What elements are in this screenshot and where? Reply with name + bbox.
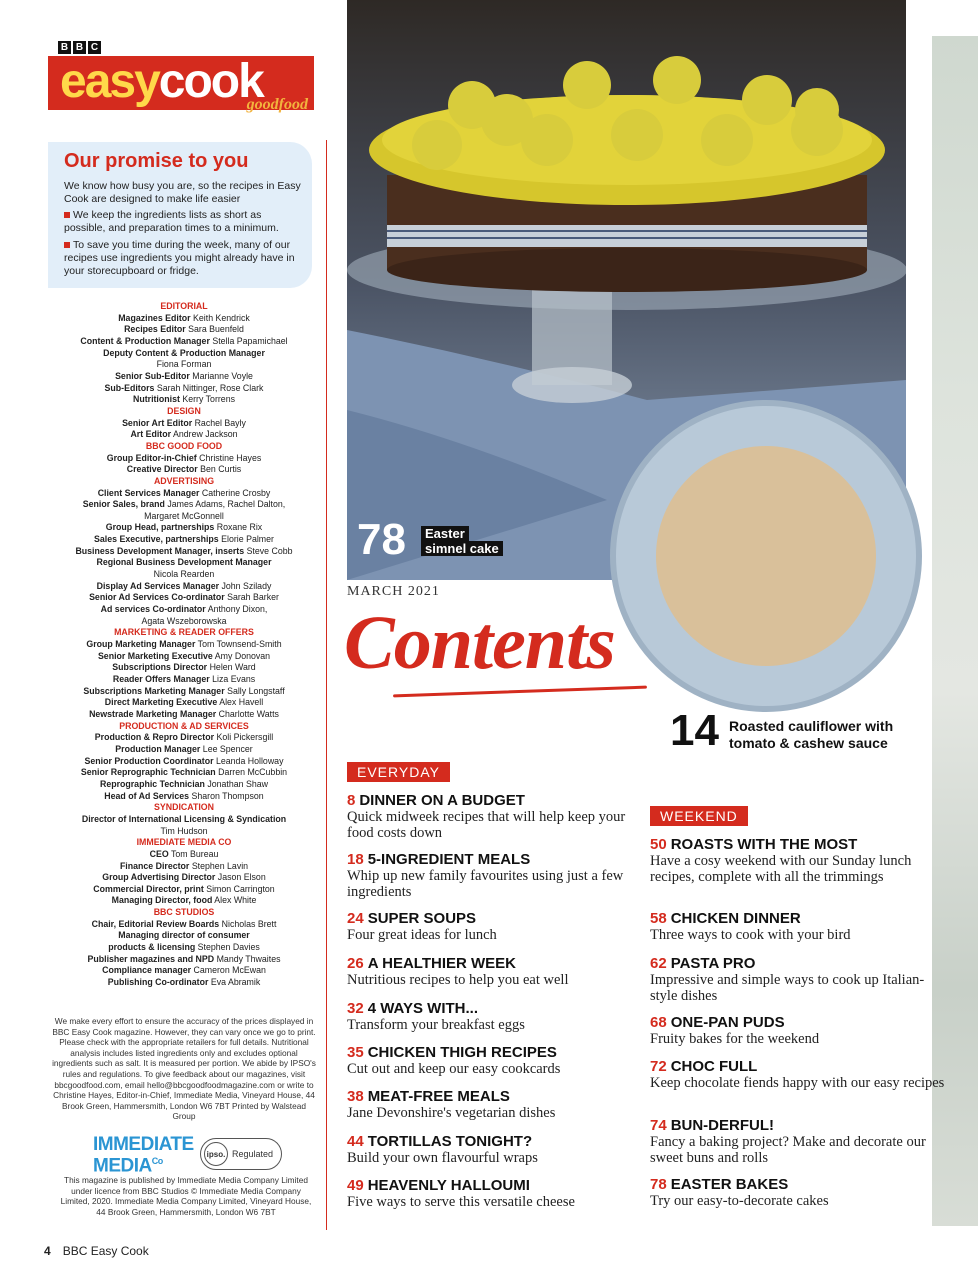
bullet-square-icon xyxy=(64,212,70,218)
entry-heading: MEAT-FREE MEALS xyxy=(367,1088,510,1105)
entry-heading: 4 WAYS WITH... xyxy=(367,1000,478,1017)
credit-line xyxy=(40,756,328,768)
entry-heading: ONE-PAN PUDS xyxy=(670,1014,785,1031)
entry-heading: SUPER SOUPS xyxy=(367,910,477,927)
entry-heading: DINNER ON A BUDGET xyxy=(359,792,525,809)
entry-description: Nutritious recipes to help you eat well xyxy=(347,972,569,988)
entry-page-number: 26 xyxy=(347,955,364,972)
credit-line xyxy=(40,348,328,360)
footer-title: BBC Easy Cook xyxy=(62,1244,149,1258)
section-label-everyday: EVERYDAY xyxy=(347,762,450,782)
credit-name: Sarah Barker xyxy=(227,592,279,603)
disclaimer: We make every effort to ensure the accuracy of the prices displayed in BBC Easy Cook magazine. However, they can vary once we go to print. Please check with the appropriate retailers for full details. Nutritional analysis includes listed ingredients only and excludes optional ingredients such as salt. It is measured per portion. We abide by IPSO's rules and regulations. To give feedback about our magazines, visit bbcgoodfood.com, email hello@bbcgoodfoodmagazine.com or write to Christine Hayes, Editor-in-Chief, Immediate Media, Vineyard House, 44 Brook Green, Hammersmith, London W6 7BT Printed by Walstead Group xyxy=(52,1016,316,1122)
credit-role: Compliance manager xyxy=(102,965,192,976)
contents-entry[interactable] xyxy=(347,1044,647,1078)
bbc-letter: B xyxy=(58,41,71,54)
bbc-letter: C xyxy=(88,41,101,54)
credit-role: Business Development Manager, inserts xyxy=(75,545,245,556)
entry-page-number: 35 xyxy=(347,1044,364,1061)
credit-line xyxy=(40,313,328,325)
credit-role: Magazines Editor xyxy=(118,312,191,323)
credit-name: Simon Carrington xyxy=(206,883,275,894)
credit-name: Tom Townsend-Smith xyxy=(197,639,282,650)
credit-section-heading: BBC STUDIOS xyxy=(153,907,215,918)
entry-title xyxy=(650,1058,950,1075)
credit-name: Helen Ward xyxy=(209,662,256,673)
credit-line xyxy=(40,779,328,791)
credit-role: Group Advertising Director xyxy=(102,872,216,883)
credit-role: Subscriptions Director xyxy=(112,662,208,673)
contents-entry[interactable] xyxy=(347,1088,647,1122)
entry-description: Four great ideas for lunch xyxy=(347,927,497,943)
credit-role: Commercial Director, print xyxy=(93,883,204,894)
credit-role: Senior Sub-Editor xyxy=(115,370,190,381)
credit-name: Tom Bureau xyxy=(170,848,219,859)
credit-line xyxy=(40,697,328,709)
entry-title xyxy=(347,1133,647,1150)
credit-name: Stephen Davies xyxy=(197,942,260,953)
entry-title xyxy=(650,910,950,927)
entry-description: Five ways to serve this versatile cheese xyxy=(347,1194,575,1210)
entry-description: Whip up new family favourites using just a few ingredients xyxy=(347,868,624,900)
credit-role: Senior Sales, brand xyxy=(82,499,165,510)
credit-line xyxy=(40,919,328,931)
credit-name: Sharon Thompson xyxy=(191,790,264,801)
immediate-media-logo: IMMEDIATE $MEDIA^{Co}$ xyxy=(93,1134,194,1177)
entry-description: Transform your breakfast eggs xyxy=(347,1017,525,1033)
credit-role: Ad services Co-ordinator xyxy=(100,604,206,615)
promise-bullet: We keep the ingredients lists as short as possible, and preparation times to a minimum. xyxy=(64,209,279,234)
contents-entry[interactable] xyxy=(650,955,950,1004)
credit-name: Sally Longstaff xyxy=(227,685,285,696)
easycook-logo xyxy=(48,55,314,113)
credit-name: Alex White xyxy=(214,895,257,906)
credit-name: Liza Evans xyxy=(212,674,256,684)
entry-page-number: 50 xyxy=(650,836,667,853)
entry-title xyxy=(347,1044,647,1061)
credit-role: Group Head, partnerships xyxy=(105,522,215,533)
credit-role: Publishing Co-ordinator xyxy=(107,977,209,988)
entry-description: Three ways to cook with your bird xyxy=(650,927,851,943)
contents-entry[interactable] xyxy=(347,955,647,989)
credit-line xyxy=(40,394,328,406)
credit-name: Catherine Crosby xyxy=(201,487,271,498)
credit-line xyxy=(40,942,328,954)
entry-page-number: 68 xyxy=(650,1014,667,1031)
credit-name: Margaret McGonnell xyxy=(144,510,224,521)
entry-page-number: 38 xyxy=(347,1088,364,1105)
credit-section-heading: EDITORIAL xyxy=(160,301,208,311)
entry-title xyxy=(347,1000,647,1017)
logo-subtitle: goodfood xyxy=(246,96,308,113)
promise-title: Our promise to you xyxy=(64,150,249,172)
entry-title xyxy=(650,1014,950,1031)
entry-page-number: 8 xyxy=(347,792,356,809)
credit-name: Koli Pickersgill xyxy=(216,732,274,743)
credit-section-heading: IMMEDIATE MEDIA CO xyxy=(136,837,232,848)
entry-title xyxy=(347,1088,647,1105)
credit-role: Reader Offers Manager xyxy=(112,674,210,684)
credit-line xyxy=(40,359,328,371)
credit-line xyxy=(40,965,328,977)
credit-name: Keith Kendrick xyxy=(193,312,250,323)
entry-description: Quick midweek recipes that will help keep your food costs down xyxy=(347,809,626,841)
credit-role: Managing director of consumer xyxy=(118,930,250,941)
credit-role: Nutritionist xyxy=(132,394,180,405)
credit-role: Reprographic Technician xyxy=(99,778,205,789)
entry-page-number: 62 xyxy=(650,955,667,972)
bbc-logo xyxy=(58,41,101,54)
credit-section-heading: SYNDICATION xyxy=(154,802,214,813)
credit-name: Darren McCubbin xyxy=(218,767,288,778)
contents-entry[interactable] xyxy=(650,910,950,944)
credit-section-heading: BBC GOOD FOOD xyxy=(145,440,223,451)
credit-role: Group Marketing Manager xyxy=(86,639,196,650)
credit-section-heading: PRODUCTION & AD SERVICES xyxy=(119,720,249,731)
credit-name: Alex Havell xyxy=(219,697,264,708)
credit-role: Newstrade Marketing Manager xyxy=(89,708,217,719)
entry-heading: BUN-DERFUL! xyxy=(670,1117,775,1134)
credit-line xyxy=(40,884,328,896)
contents-entry[interactable] xyxy=(347,851,647,900)
credit-role: Finance Director xyxy=(119,860,190,871)
entry-page-number: 24 xyxy=(347,910,364,927)
promise-box xyxy=(48,142,312,288)
credit-name: Amy Donovan xyxy=(214,650,271,661)
column-divider xyxy=(326,140,327,1230)
credit-line xyxy=(40,418,328,430)
credit-name: Andrew Jackson xyxy=(172,429,238,440)
title-underline xyxy=(393,686,647,698)
next-page-photo-strip xyxy=(932,36,978,1226)
credit-line xyxy=(40,849,328,861)
credit-name: James Adams, Rachel Dalton, xyxy=(167,499,286,510)
credit-line xyxy=(40,522,328,534)
credit-role: Senior Ad Services Co-ordinator xyxy=(89,592,225,603)
credit-line xyxy=(40,429,328,441)
publisher-note: This magazine is published by Immediate Media Company Limited under licence from BBC Studios © Immediate Media Company Limited, 2020. Immediate Media Company Limited, Vineyard House, 44 Brook Green, Hammersmith, London W6 7BT xyxy=(60,1175,312,1217)
entry-title xyxy=(347,955,647,972)
contents-entry[interactable] xyxy=(650,1014,950,1048)
credit-role: Recipes Editor xyxy=(124,324,186,335)
credit-line xyxy=(40,324,328,336)
credit-role: Senior Marketing Executive xyxy=(97,650,213,661)
credit-line xyxy=(40,930,328,942)
credit-line xyxy=(40,336,328,348)
entry-description: Have a cosy weekend with our Sunday lunch recipes, complete with all the trimmings xyxy=(650,853,912,885)
entry-page-number: 58 xyxy=(650,910,667,927)
page-number: 4 xyxy=(44,1244,51,1258)
credit-line xyxy=(40,977,328,989)
entry-heading: HEAVENLY HALLOUMI xyxy=(367,1177,530,1194)
credit-line xyxy=(40,814,328,826)
credit-line xyxy=(40,686,328,698)
credit-section-heading: MARKETING & READER OFFERS xyxy=(114,627,254,638)
credit-line xyxy=(40,488,328,500)
credit-line xyxy=(40,453,328,465)
credit-role: Client Services Manager xyxy=(97,487,200,498)
entry-heading: CHICKEN THIGH RECIPES xyxy=(367,1044,557,1061)
credit-role: Display Ad Services Manager xyxy=(96,580,220,591)
entry-description: Cut out and keep our easy cookcards xyxy=(347,1061,561,1077)
credit-name: Stella Papamichael xyxy=(212,335,288,346)
entry-heading: 5-INGREDIENT MEALS xyxy=(367,851,531,868)
contents-entry[interactable] xyxy=(347,1177,647,1211)
credit-line xyxy=(40,371,328,383)
credit-name: Lee Spencer xyxy=(202,743,253,754)
photo-caption: Easter simnel cake xyxy=(421,526,503,556)
credit-line xyxy=(40,464,328,476)
credit-name: Jonathan Shaw xyxy=(207,778,269,789)
credit-name: Steve Cobb xyxy=(246,545,293,556)
credit-line xyxy=(40,826,328,838)
cauliflower-plate-photo xyxy=(610,400,922,712)
credit-role: Senior Production Coordinator xyxy=(84,755,214,766)
credit-name: Rachel Bayly xyxy=(194,417,246,428)
credit-role: Subscriptions Marketing Manager xyxy=(83,685,225,696)
credit-role: Deputy Content & Production Manager xyxy=(103,347,265,358)
credit-name: Christine Hayes xyxy=(199,452,262,463)
contents-entry[interactable] xyxy=(650,1058,950,1092)
credit-role: Sales Executive, partnerships xyxy=(94,534,219,545)
credit-line xyxy=(40,569,328,581)
entry-description: Impressive and simple ways to cook up Italian-style dishes xyxy=(650,972,925,1004)
entry-description: Try our easy-to-decorate cakes xyxy=(650,1193,829,1209)
promise-bullet: To save you time during the week, many of our recipes use ingredients you might already have in your storecupboard or fridge. xyxy=(64,239,295,277)
credit-line xyxy=(40,872,328,884)
entry-title xyxy=(347,910,647,927)
credit-line xyxy=(40,557,328,569)
credit-line xyxy=(40,895,328,907)
contents-entry[interactable] xyxy=(347,910,647,944)
credit-name: Mandy Thwaites xyxy=(216,953,281,964)
credit-role: Chair, Editorial Review Boards xyxy=(91,918,220,929)
credit-role: Production & Repro Director xyxy=(94,732,215,743)
credit-role: Group Editor-in-Chief xyxy=(106,452,197,463)
entry-page-number: 18 xyxy=(347,851,364,868)
contents-entry[interactable] xyxy=(650,1176,950,1210)
credit-line xyxy=(40,511,328,523)
credit-role: Direct Marketing Executive xyxy=(104,697,218,708)
credit-name: Nicola Rearden xyxy=(153,569,215,580)
credit-name: Roxane Rix xyxy=(216,522,263,533)
credit-line xyxy=(40,592,328,604)
entry-page-number: 44 xyxy=(347,1133,364,1150)
contents-entry[interactable] xyxy=(650,836,950,885)
entry-title xyxy=(347,851,647,868)
credit-name: Tim Hudson xyxy=(160,825,208,836)
credit-line xyxy=(40,604,328,616)
entry-description: Build your own flavourful wraps xyxy=(347,1150,538,1166)
credit-name: Stephen Lavin xyxy=(191,860,249,871)
credit-name: Leanda Holloway xyxy=(215,755,284,766)
page-footer xyxy=(44,1244,149,1258)
entry-heading: TORTILLAS TONIGHT? xyxy=(367,1133,533,1150)
entry-page-number: 32 xyxy=(347,1000,364,1017)
entry-title xyxy=(650,1117,950,1134)
credit-line xyxy=(40,861,328,873)
entry-title xyxy=(347,792,647,809)
page-title: Contents xyxy=(344,601,615,685)
entry-page-number: 74 xyxy=(650,1117,667,1134)
credit-role: Senior Art Editor xyxy=(122,417,193,428)
credit-name: Nicholas Brett xyxy=(221,918,277,929)
credit-line xyxy=(40,732,328,744)
credit-role: Production Manager xyxy=(115,743,201,754)
credit-line xyxy=(40,534,328,546)
entry-description: Keep chocolate fiends happy with our easy recipes xyxy=(650,1075,945,1091)
credit-role: Head of Ad Services xyxy=(104,790,190,801)
entry-title xyxy=(347,1177,647,1194)
credit-line xyxy=(40,767,328,779)
credit-name: Elorie Palmer xyxy=(221,534,274,545)
credit-role: Art Editor xyxy=(130,429,172,440)
credit-name: John Szilady xyxy=(221,580,272,591)
credit-line xyxy=(40,639,328,651)
contents-entry[interactable] xyxy=(347,792,647,841)
plate-food xyxy=(656,446,876,666)
entry-title xyxy=(650,1176,950,1193)
entry-heading: ROASTS WITH THE MOST xyxy=(670,836,858,853)
credit-name: Fiona Forman xyxy=(156,359,212,370)
credit-role: Senior Reprographic Technician xyxy=(80,767,216,778)
promise-intro: We know how busy you are, so the recipes in Easy Cook are designed to make life easier xyxy=(64,180,301,205)
credit-name: Kerry Torrens xyxy=(182,394,235,405)
entry-title xyxy=(650,836,950,853)
entry-heading: EASTER BAKES xyxy=(670,1176,789,1193)
credit-role: products & licensing xyxy=(108,942,196,953)
credit-name: Agata Wszeborowska xyxy=(141,615,227,626)
credit-line xyxy=(40,651,328,663)
credit-name: Marianne Voyle xyxy=(192,370,253,381)
entry-title xyxy=(650,955,950,972)
credit-role: Managing Director, food xyxy=(111,895,213,906)
credit-line xyxy=(40,581,328,593)
credit-role: Regional Business Development Manager xyxy=(96,557,272,568)
credit-name: Jason Elson xyxy=(217,872,266,883)
credit-name: Charlotte Watts xyxy=(218,708,279,719)
credit-name: Eva Abramik xyxy=(210,977,261,988)
credit-line xyxy=(40,662,328,674)
contents-entry[interactable] xyxy=(650,1117,950,1166)
credit-line xyxy=(40,744,328,756)
credit-line xyxy=(40,791,328,803)
credit-role: CEO xyxy=(149,848,169,859)
credit-section-heading: DESIGN xyxy=(167,405,201,416)
entry-heading: CHOC FULL xyxy=(670,1058,758,1075)
credit-name: Sara Buenfeld xyxy=(188,324,244,335)
logo-wordmark: easycook xyxy=(60,55,263,108)
entry-heading: CHICKEN DINNER xyxy=(670,910,801,927)
credit-line xyxy=(40,674,328,686)
ipso-mark: ipso. xyxy=(204,1142,228,1166)
bullet-square-icon xyxy=(64,242,70,248)
bbc-letter: B xyxy=(73,41,86,54)
credit-name: Anthony Dixon, xyxy=(207,604,268,615)
feature-caption: Roasted cauliflower with tomato & cashew sauce xyxy=(729,718,894,751)
credit-role: Creative Director xyxy=(126,464,198,475)
staff-credits xyxy=(40,301,328,989)
contents-entry[interactable] xyxy=(347,1000,647,1034)
entry-description: Fruity bakes for the weekend xyxy=(650,1031,820,1047)
credit-line xyxy=(40,383,328,395)
credit-line xyxy=(40,954,328,966)
ipso-regulated-logo xyxy=(200,1138,282,1170)
credit-line xyxy=(40,546,328,558)
ipso-label: Regulated xyxy=(232,1149,274,1159)
section-label-weekend: WEEKEND xyxy=(650,806,748,826)
issue-date: MARCH 2021 xyxy=(347,584,440,599)
credit-section-heading: ADVERTISING xyxy=(153,475,215,486)
credit-role: Sub-Editors xyxy=(104,382,155,393)
photo-page-number: 78 xyxy=(357,515,406,564)
credit-name: Ben Curtis xyxy=(200,464,242,475)
entry-page-number: 49 xyxy=(347,1177,364,1194)
entry-page-number: 78 xyxy=(650,1176,667,1193)
feature-page-number: 14 xyxy=(670,706,719,755)
credit-line xyxy=(40,499,328,511)
entry-heading: PASTA PRO xyxy=(670,955,756,972)
credit-role: Content & Production Manager xyxy=(80,335,210,346)
contents-entry[interactable] xyxy=(347,1133,647,1167)
credit-line xyxy=(40,616,328,628)
entry-heading: A HEALTHIER WEEK xyxy=(367,955,517,972)
credit-line xyxy=(40,709,328,721)
entry-description: Fancy a baking project? Make and decorate our sweet buns and rolls xyxy=(650,1134,926,1166)
credit-role: Publisher magazines and NPD xyxy=(87,953,215,964)
credit-role: Director of International Licensing & Syndication xyxy=(81,813,287,824)
credit-name: Cameron McEwan xyxy=(193,965,266,976)
entry-description: Jane Devonshire's vegetarian dishes xyxy=(347,1105,556,1121)
credit-name: Sarah Nittinger, Rose Clark xyxy=(156,382,264,393)
entry-page-number: 72 xyxy=(650,1058,667,1075)
